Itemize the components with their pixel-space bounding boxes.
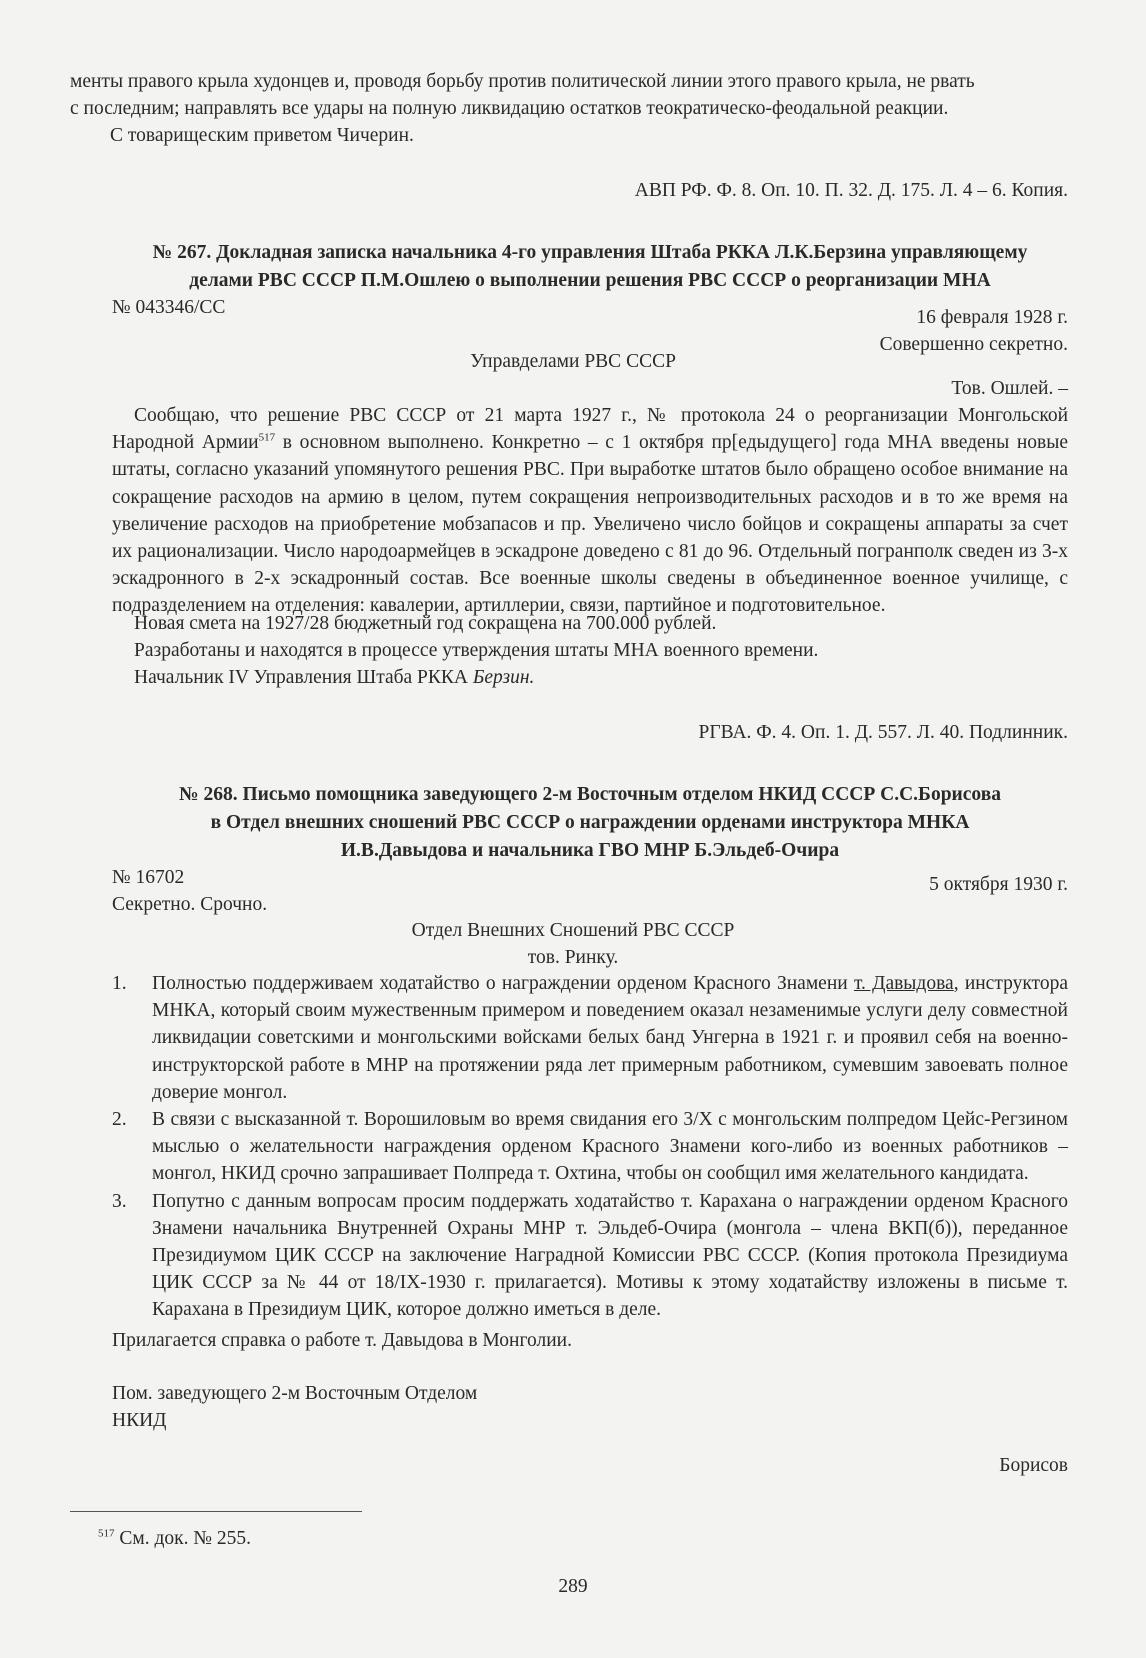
doc268-heading-line3: И.В.Давыдова и начальника ГВО МНР Б.Эльдеб-Очира [340,840,840,861]
doc267-paragraph-3: Разработаны и находятся в процессе утверждения штаты МНА военного времени. [134,640,819,661]
archive-source-citation: АВП РФ. Ф. 8. Оп. 10. П. 32. Д. 175. Л. 4 – 6. Копия. [634,180,1068,201]
doc267-number: № 043346/СС [112,297,226,318]
doc268-heading [112,781,1068,865]
list-item-number: 1. [112,973,127,994]
doc267-paragraph-1-text-a: Сообщаю, что решение РВС СССР от 21 марта 1927 г., № протокола 24 о реорганизации Монгольской Народной Армии [112,405,1068,454]
page-number: 289 [558,1576,588,1597]
footnote-number: 517 [98,1527,115,1540]
doc267-signature-title: Начальник IV Управления Штаба РККА [134,667,473,688]
doc268-heading-line2: в Отдел внешних сношений РВС СССР о награждении орденами инструктора МНКА [210,812,970,833]
continuation-line-1: менты правого крыла худонцев и, проводя борьбу против политической линии этого правого крыла, не рвать [70,71,975,92]
closing-greeting: С товарищеским приветом Чичерин. [110,125,414,146]
doc267-addressee: Управделами РВС СССР [470,351,676,372]
doc267-signature-name: Берзин. [472,667,535,688]
doc267-paragraph-1-text-b: в основном выполнено. Конкретно – с 1 октября пр[едыдущего] года МНА введены новые штаты, согласно указаний упомянутого решения РВС. При выработке штатов было обращено особое внимание на сокращение расходов на армию в целом, путем сокращения непроизводительных расходов и в то же время на увеличение расходов на приобретение мобзапасов и пр. Увеличено число бойцов и сокращены аппараты за счет их рационализации. Число народоармейцев в эскадроне доведено с 81 до 96. Отдельный погранполк сведен из 3-х эскадронного в 2-х эскадронный состав. Все военные школы сведены в объединенное военное училище, с подразделением на отделения: кавалерии, артиллерии, связи, партийное и подготовительное. [112,432,1069,617]
list-item-text: , инструктора МНКА, который своим мужественным примером и поведением оказал незаменимые услуги делу совместной ликвидации советскими и монгольскими войсками белых банд Унгерна в 1921 г. и проявил себя на военно-инструкторской работе в МНР на протяжении ряда лет примерным работником, сумевшим завоевать полное доверие монгол. [152,973,1068,1103]
doc267-heading-line1: № 267. Докладная записка начальника 4-го управления Штаба РККА Л.К.Берзина управляющему [152,242,1028,263]
doc268-numbered-list [112,970,1068,1324]
doc268-date: 5 октября 1930 г. [929,874,1068,895]
doc268-signer: Борисов [999,1455,1068,1476]
doc267-salutation: Тов. Ошлей. – [951,378,1068,399]
list-item-underlined-name: т. Давыдова [853,973,954,994]
doc267-paragraph-1 [112,402,1068,620]
doc267-heading [112,239,1068,295]
list-item [112,1188,1068,1324]
doc268-addressee-name: тов. Ринку. [527,947,619,968]
list-item-text: В связи с высказанной т. Ворошиловым во время свидания его 3/X с монгольским полпредом Цейс-Регзином мыслью о желательности награждения орденом Красного Знамени кого-либо из военных работников – монгол, НКИД срочно запрашивает Полпреда т. Охтина, чтобы он сообщил имя желательного кандидата. [152,1109,1068,1185]
list-item-number: 3. [112,1190,127,1212]
list-item-text: Полностью поддерживаем ходатайство о награждении орденом Красного Знамени [152,973,854,994]
doc267-signature [112,664,1068,691]
doc267-source-citation: РГВА. Ф. 4. Оп. 1. Д. 557. Л. 40. Подлинник. [698,722,1068,743]
footnote-divider [70,1511,362,1512]
doc268-classification: Секретно. Срочно. [112,894,268,915]
footnote-ref-517: 517 [258,431,276,444]
list-item [112,970,1068,1106]
doc268-number: № 16702 [112,867,185,888]
doc268-addressee: Отдел Внешних Сношений РВС СССР [411,920,735,941]
doc268-signature-line-1: Пом. заведующего 2-м Восточным Отделом [112,1383,478,1404]
list-item [112,1106,1068,1188]
doc267-date: 16 февраля 1928 г. [916,307,1068,328]
doc267-classification: Совершенно секретно. [879,334,1068,355]
doc268-signature-line-2: НКИД [112,1410,167,1431]
doc268-attachment-note: Прилагается справка о работе т. Давыдова в Монголии. [112,1330,572,1351]
doc267-heading-line2: делами РВС СССР П.М.Ошлею о выполнении решения РВС СССР о реорганизации МНА [189,270,991,291]
doc268-heading-line1: № 268. Письмо помощника заведующего 2-м Восточным отделом НКИД СССР С.С.Борисова [179,784,1001,805]
continuation-line-2: с последним; направлять все удары на полную ликвидацию остатков теократическо-феодальной реакции. [70,98,949,119]
footnote [98,1525,251,1552]
doc267-paragraph-2: Новая смета на 1927/28 бюджетный год сокращена на 700.000 рублей. [134,613,717,634]
footnote-text: См. док. № 255. [114,1528,251,1549]
list-item-number: 2. [112,1109,127,1131]
list-item-text: Попутно с данным вопросам просим поддержать ходатайство т. Карахана о награждении орденом Красного Знамени начальника Внутренней Охраны МНР т. Эльдеб-Очира (монгола – члена ВКП(б)), переданное Президиумом ЦИК СССР на заключение Наградной Комиссии РВС СССР. (Копия протокола Президиума ЦИК СССР за № 44 от 18/IX-1930 г. прилагается). Мотивы к этому ходатайству изложены в письме т. Карахана в Президиум ЦИК, которое должно иметься в деле. [152,1190,1068,1321]
